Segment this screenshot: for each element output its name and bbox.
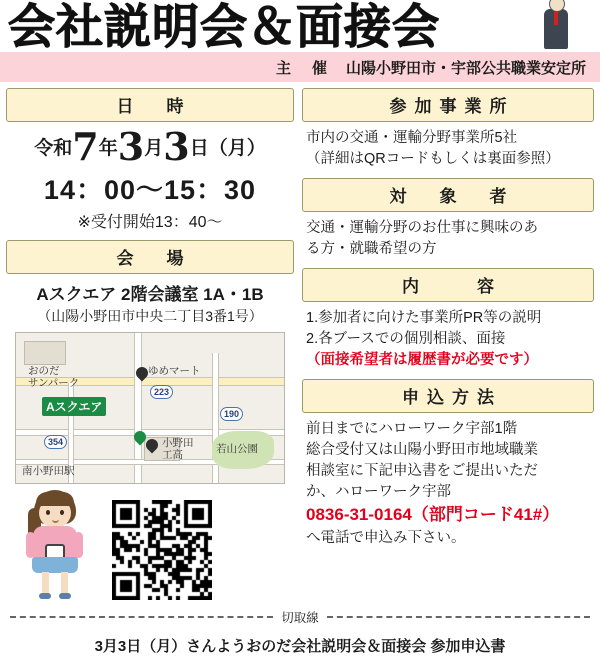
cut-line	[0, 608, 600, 626]
section-header-companies: 参加事業所	[302, 88, 594, 122]
reception-time: ※受付開始13：40〜	[77, 214, 223, 231]
date-day-unit: 日	[189, 138, 209, 159]
student-girl-icon	[12, 488, 98, 600]
target-body	[302, 218, 594, 260]
map-label-minami-onoda-station: 南小野田駅	[22, 465, 75, 477]
companies-line-1: 市内の交通・運輸分野事業所5社	[306, 130, 518, 146]
cut-line-dash-left	[10, 616, 273, 618]
date-day-number: 3	[163, 124, 190, 169]
left-column	[6, 88, 294, 600]
cut-line-dash-right	[327, 616, 590, 618]
event-date	[6, 124, 294, 169]
content-note: （面接希望者は履歴書が必要です）	[306, 352, 538, 369]
businessman-icon	[542, 0, 570, 50]
section-header-content: 内 容	[302, 268, 594, 302]
right-column	[302, 88, 594, 600]
left-bottom-row	[6, 488, 294, 600]
apply-line-4: か、ハローワーク宇部	[306, 484, 451, 501]
apply-body	[302, 419, 594, 549]
cut-line-label: 切取線	[281, 611, 319, 625]
apply-line-5: へ電話で申込み下さい。	[306, 529, 466, 546]
date-year-unit: 年	[98, 138, 118, 159]
apply-line-2: 総合受付又は山陽小野田市地域職業	[306, 442, 538, 459]
map-label-onoda-kogyo: 小野田 工高	[162, 437, 194, 462]
content-item-1: 1.参加者に向けた事業所PR等の説明	[306, 310, 542, 327]
map-label-sunpark: おのだ サンパーク	[28, 365, 80, 390]
section-header-datetime: 日 時	[6, 88, 294, 122]
venue-name: Aスクエア 2階会議室 1A・1B	[36, 285, 264, 304]
venue-map[interactable]	[15, 332, 285, 484]
map-label-yumemart: ゆめマート	[148, 365, 201, 377]
section-header-apply: 申込方法	[302, 379, 594, 413]
apply-phone-number: 0836-31-0164（部門コード41#）	[306, 505, 560, 525]
map-route-190: 190	[220, 407, 243, 421]
content-item-2: 2.各ブースでの個別相談、面接	[306, 331, 506, 348]
apply-line-3: 相談室に下記申込書をご提出いただ	[306, 463, 538, 480]
host-strip	[0, 52, 600, 82]
map-route-223: 223	[150, 385, 173, 399]
qr-code[interactable]	[112, 500, 212, 600]
section-header-target: 対 象 者	[302, 178, 594, 212]
content-columns	[0, 82, 600, 600]
map-label-wakayama-park: 若山公園	[216, 443, 258, 455]
section-header-venue: 会 場	[6, 240, 294, 274]
host-label: 主 催	[275, 59, 330, 77]
target-line-2: る方・就職希望の方	[306, 241, 437, 258]
map-highlight-a-square: Aスクエア	[42, 397, 106, 416]
date-year-number: 7	[72, 124, 99, 169]
application-form-title: 3月3日（月）さんようおのだ会社説明会＆面接会 参加申込書	[94, 638, 506, 655]
date-month-number: 3	[117, 124, 145, 169]
event-time: 14：00〜15：30	[43, 175, 257, 205]
header-banner	[0, 0, 600, 52]
date-era: 令和	[34, 138, 73, 159]
content-body	[302, 308, 594, 371]
companies-body	[302, 128, 594, 170]
apply-line-1: 前日までにハローワーク宇部1階	[306, 421, 518, 438]
target-line-1: 交通・運輸分野のお仕事に興味のあ	[306, 220, 538, 237]
date-month-unit: 月	[144, 138, 164, 159]
date-weekday: （月）	[208, 138, 266, 159]
map-route-354: 354	[44, 435, 67, 449]
host-value: 山陽小野田市・宇部公共職業安定所	[345, 59, 586, 77]
page-title: 会社説明会＆面接会	[8, 0, 440, 52]
companies-line-2: （詳細はQRコードもしくは裏面参照）	[306, 151, 560, 168]
venue-address: （山陽小野田市中央二丁目3番1号）	[37, 308, 263, 324]
